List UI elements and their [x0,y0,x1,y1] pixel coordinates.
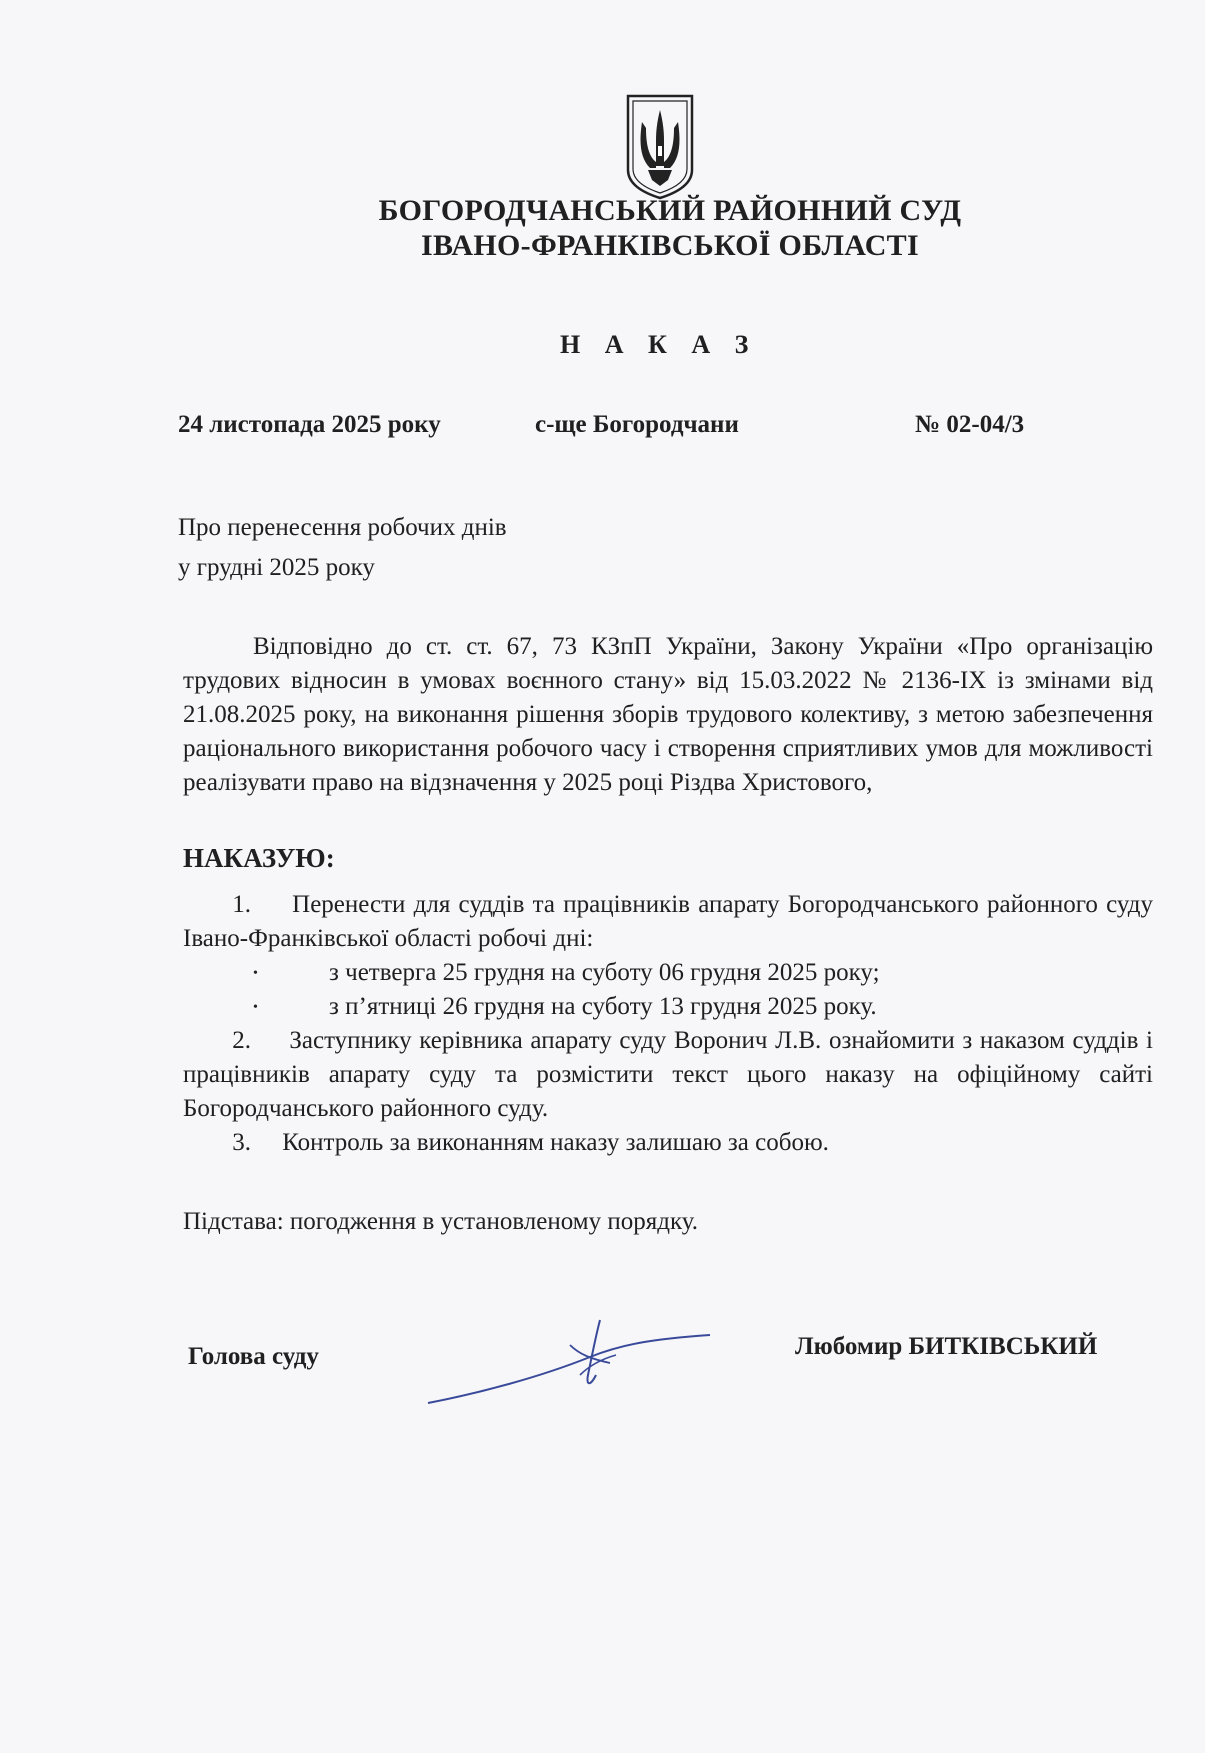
order-date: 24 листопада 2025 року [178,411,441,438]
bullet-item-1 [253,956,880,991]
handwritten-signature [420,1315,720,1415]
bullet-text: з четверга 25 грудня на суботу 06 грудня 2025 року; [329,959,880,986]
item-text: Контроль за виконанням наказу залишаю за собою. [282,1129,829,1156]
order-heading: НАКАЗУЮ: [183,843,335,873]
item-number: 3. [232,1129,251,1156]
bullet-text: з п’ятниці 26 грудня на суботу 13 грудня 2025 року. [329,993,877,1020]
order-number: № 02-04/3 [915,411,1025,438]
signer-name: Любомир БИТКІВСЬКИЙ [795,1333,1098,1360]
order-item-3 [183,1126,1153,1160]
order-place: с-ще Богородчани [535,411,739,438]
preamble-paragraph [183,630,1153,800]
bullet-icon: • [253,1000,258,1016]
item-number: 2. [232,1027,251,1054]
order-item-2 [183,1024,1153,1126]
basis-line: Підстава: погодження в установленому порядку. [183,1208,698,1235]
document-title: Н А К А З [560,330,758,359]
court-name-line-2: ІВАНО-ФРАНКІВСЬКОЇ ОБЛАСТІ [421,229,919,262]
signer-role: Голова суду [188,1343,319,1370]
item-text: Заступнику керівника апарату суду Воронич Л.В. ознайомити з наказом суддів і працівників апарату суду та розмістити текст цього наказу на офіційному сайті Богородчанського районного суду. [183,1027,1153,1122]
item-number: 1. [232,891,251,918]
court-name-line-1: БОГОРОДЧАНСЬКИЙ РАЙОННИЙ СУД [378,194,962,227]
bullet-item-2 [253,990,877,1025]
trident-emblem-icon [622,92,698,202]
order-item-1 [183,888,1153,956]
preamble-text: Відповідно до ст. ст. 67, 73 КЗпП України, Закону України «Про організацію трудових відносин в умовах воєнного стану» від 15.03.2022 № 2136-ІХ із змінами від 21.08.2025 року, на виконання рішення зборів трудового колективу, з метою забезпечення раціонального використання робочого часу і створення сприятливих умов для можливості реалізувати право на відзначення у 2025 році Різдва Христового, [183,633,1153,796]
subject-line-1: Про перенесення робочих днів [178,514,507,541]
subject-line-2: у грудні 2025 року [178,554,375,581]
bullet-icon: • [253,966,258,982]
item-text: Перенести для суддів та працівників апарату Богородчанського районного суду Івано-Франківської області робочі дні: [183,891,1154,952]
